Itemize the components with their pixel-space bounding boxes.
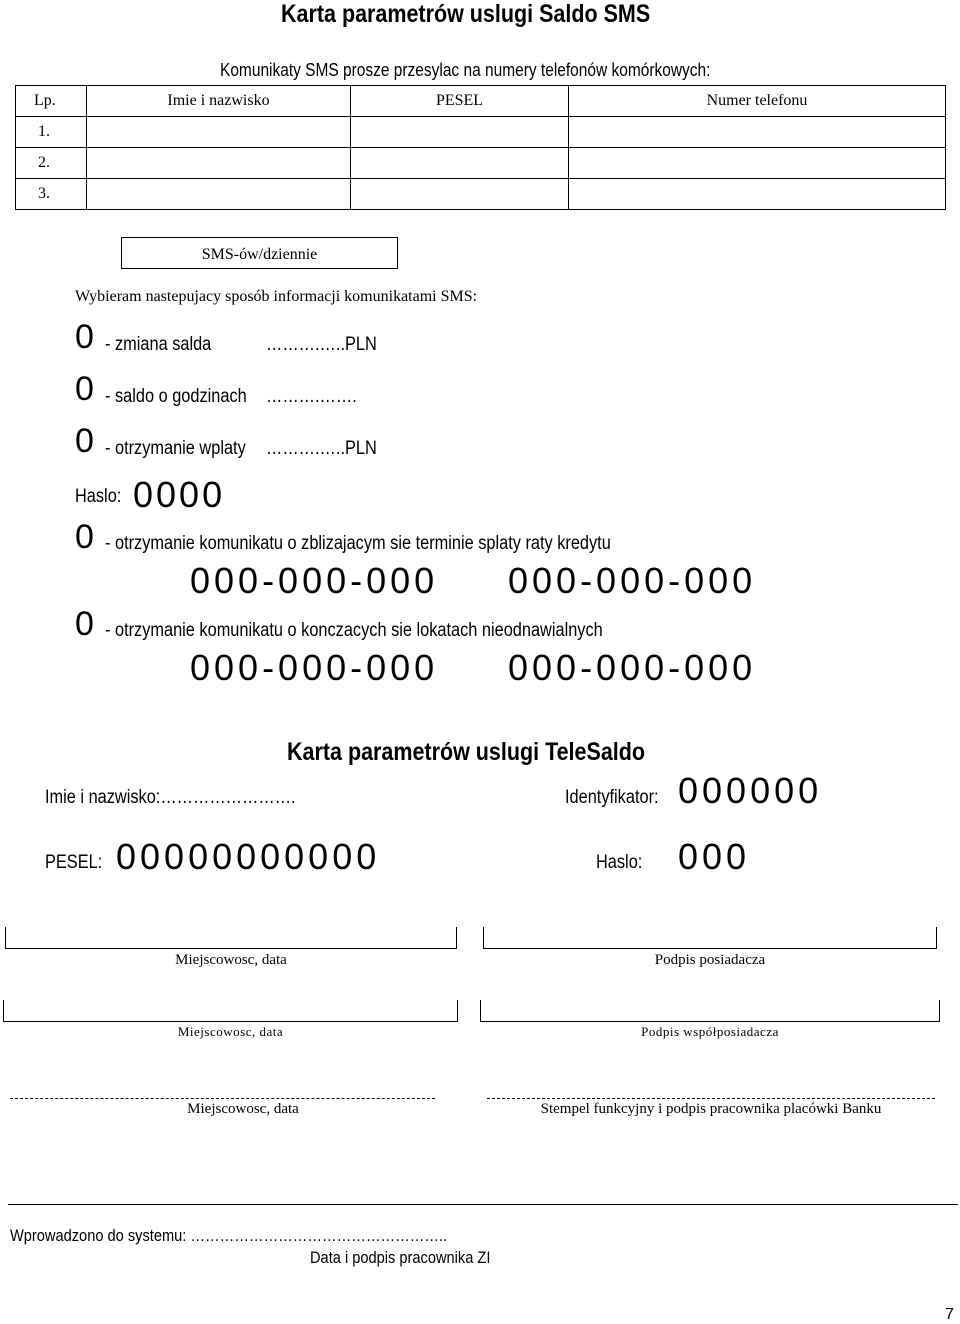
signature-tick [456, 927, 457, 949]
password-label: Haslo: [75, 486, 122, 507]
place-date-label-3: Miejscowosc, data [187, 1101, 299, 1117]
table-header-row [16, 86, 946, 117]
name-cell[interactable] [87, 179, 351, 210]
name-cell[interactable] [87, 148, 351, 179]
deposit-account-1[interactable]: 000-000-000 [190, 647, 439, 688]
loan-account-2[interactable]: 000-000-000 [508, 560, 757, 601]
pesel-cell[interactable] [351, 179, 569, 210]
method-label: Wybieram nastepujacy sposób informacji komunikatami SMS: [75, 288, 478, 305]
telesaldo-password-label: Haslo: [596, 852, 643, 873]
deposit-account-2[interactable]: 000-000-000 [508, 647, 757, 688]
signature-line-place-date-2[interactable] [3, 1021, 458, 1022]
signature-tick [483, 927, 484, 949]
option-value-balance-change[interactable]: ……….…..PLN [266, 334, 377, 355]
telesaldo-pesel-label: PESEL: [45, 852, 103, 873]
name-cell[interactable] [87, 117, 351, 148]
option-label-balance-hours: - saldo o godzinach [105, 386, 247, 407]
option-checkbox-payment-received[interactable]: 0 [75, 422, 94, 460]
row-number: 3. [16, 179, 87, 210]
option-label-loan-notice: - otrzymanie komunikatu o zblizajacym sie terminie splaty raty kredytu [105, 533, 611, 554]
signature-line-bank-stamp[interactable] [487, 1098, 935, 1099]
telesaldo-title: Karta parametrów uslugi TeleSaldo [287, 738, 646, 766]
telesaldo-password-value[interactable]: 000 [678, 836, 751, 877]
page-number: 7 [945, 1306, 954, 1323]
option-checkbox-balance-change[interactable]: 0 [75, 318, 94, 356]
row-number: 1. [16, 117, 87, 148]
header-pesel: PESEL [351, 86, 569, 117]
telesaldo-name-field[interactable]: Imie i nazwisko:……………………. [45, 787, 296, 808]
place-date-label-2: Miejscowosc, data [177, 1024, 284, 1039]
sms-daily-box[interactable] [121, 237, 398, 269]
employee-signature-label: Data i podpis pracownika ZI [310, 1248, 491, 1267]
header-name: Imie i nazwisko [87, 86, 351, 117]
table-row [16, 117, 946, 148]
signature-tick [5, 927, 6, 949]
telesaldo-id-value[interactable]: 000000 [678, 770, 823, 811]
loan-account-1[interactable]: 000-000-000 [190, 560, 439, 601]
header-phone: Numer telefonu [569, 86, 946, 117]
signature-line-place-date-1[interactable] [5, 948, 457, 949]
signature-tick [3, 1000, 4, 1022]
holder-signature-label: Podpis posiadacza [654, 952, 766, 968]
option-label-payment-received: - otrzymanie wplaty [105, 438, 246, 459]
option-value-payment-received[interactable]: ……….…..PLN [266, 438, 377, 459]
row-number: 2. [16, 148, 87, 179]
signature-tick [480, 1000, 481, 1022]
signature-tick [457, 1000, 458, 1022]
option-checkbox-deposit-notice[interactable]: 0 [75, 605, 94, 643]
option-label-deposit-notice: - otrzymanie komunikatu o konczacych sie lokatach nieodnawialnych [105, 620, 603, 641]
sms-daily-label: SMS-ów/dziennie [201, 246, 318, 263]
option-checkbox-loan-notice[interactable]: 0 [75, 518, 94, 556]
telesaldo-pesel-value[interactable]: 00000000000 [116, 836, 381, 877]
signature-tick [939, 1000, 940, 1022]
telesaldo-id-label: Identyfikator: [565, 787, 659, 808]
coholder-signature-label: Podpis współposiadacza [641, 1024, 779, 1039]
footer-divider [8, 1204, 958, 1205]
pesel-cell[interactable] [351, 117, 569, 148]
phone-table [15, 85, 946, 210]
password-value[interactable]: 0000 [133, 474, 226, 515]
phone-cell[interactable] [569, 148, 946, 179]
phone-cell[interactable] [569, 179, 946, 210]
phone-cell[interactable] [569, 117, 946, 148]
option-checkbox-balance-hours[interactable]: 0 [75, 370, 94, 408]
table-row [16, 179, 946, 210]
option-value-balance-hours[interactable]: ……….……. [266, 386, 357, 407]
signature-line-place-date-3[interactable] [10, 1098, 435, 1099]
table-row [16, 148, 946, 179]
signature-tick [936, 927, 937, 949]
page-title: Karta parametrów uslugi Saldo SMS [281, 0, 651, 28]
signature-line-holder[interactable] [483, 948, 937, 949]
intro-text: Komunikaty SMS prosze przesylac na numery telefonów komórkowych: [220, 60, 711, 80]
header-lp: Lp. [16, 86, 87, 117]
signature-line-coholder[interactable] [480, 1021, 940, 1022]
bank-stamp-label: Stempel funkcyjny i podpis pracownika placówki Banku [540, 1101, 882, 1117]
place-date-label-1: Miejscowosc, data [175, 952, 287, 968]
pesel-cell[interactable] [351, 148, 569, 179]
entered-into-system-field[interactable]: Wprowadzono do systemu: …………………………………………….. [10, 1226, 448, 1245]
option-label-balance-change: - zmiana salda [105, 334, 212, 355]
